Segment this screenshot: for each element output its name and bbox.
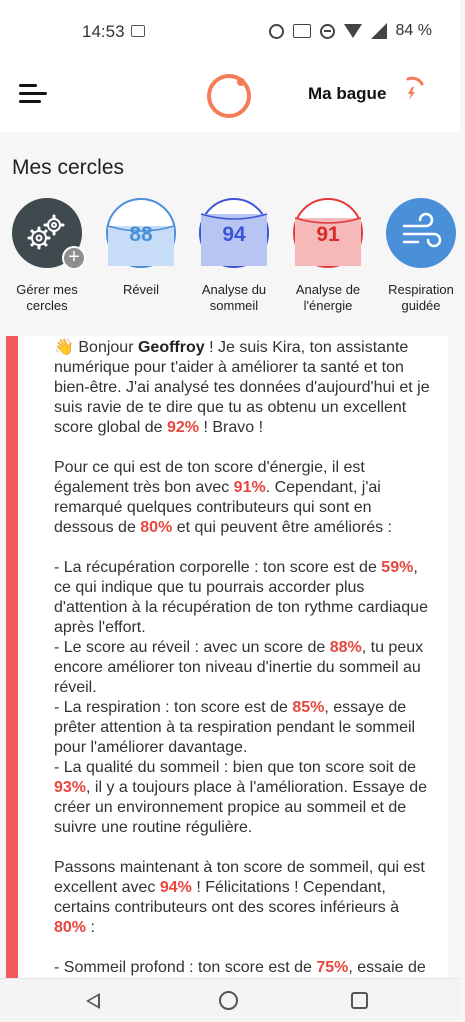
- highlight-value: 80%: [140, 519, 173, 536]
- battery-level: 84 %: [395, 22, 432, 39]
- circle-label: Gérer mes cercles: [16, 282, 78, 313]
- highlight-value: 92%: [166, 419, 199, 436]
- highlight-value: 94%: [159, 879, 192, 896]
- app-header: [0, 62, 460, 132]
- score-circle: [293, 198, 363, 268]
- highlight-value: 91%: [233, 479, 266, 496]
- score-value: 91: [316, 223, 340, 246]
- dnd-icon: [320, 24, 335, 39]
- circle-energie[interactable]: [284, 198, 372, 314]
- data-saver-icon: [293, 24, 311, 38]
- score-value: 88: [129, 223, 153, 246]
- highlight-value: 75%: [316, 959, 349, 976]
- status-time: 14:53: [82, 22, 125, 41]
- ring-label[interactable]: Ma bague: [308, 84, 387, 103]
- assistant-message-card: [6, 336, 448, 978]
- wave-emoji: 👋: [54, 339, 74, 356]
- ring-status-icon[interactable]: [400, 74, 430, 104]
- highlight-value: 88%: [329, 639, 362, 656]
- recents-icon[interactable]: [351, 992, 368, 1009]
- message-paragraph: Passons maintenant à ton score de sommeil, qui est excellent avec 94% ! Félicitations ! Cependant, certains contributeurs ont des scores inférieurs à 80% :: [54, 859, 425, 936]
- message-paragraph: - La récupération corporelle : ton score est de 59%, ce qui indique que tu pourrais accorder plus d'attention à la récupération de ton rythme cardiaque après l'effort. - Le score au réveil : avec un score de 88%, tu peux encore améliorer ton niveau d'inertie du sommeil au réveil. - La respiration : ton score est de 85%, essaye de prêter attention à ta respiration pendant le sommeil pour l'améliorer davantage. - La qualité du sommeil : bien que ton score soit de 93%, il y a toujours place à l'amélioration. Essaye de créer un environnement propice au sommeil et de suivre une routine régulière.: [54, 559, 428, 836]
- highlight-value: 93%: [54, 779, 87, 796]
- circles-row: [0, 198, 460, 328]
- gears-icon: [12, 198, 82, 268]
- message-paragraph: 👋 Bonjour Geoffroy ! Je suis Kira, ton assistante numérique pour t'aider à améliorer ta santé et ton bien-être. J'ai analysé tes données d'aujourd'hui et je suis ravie de te dire que tu as obtenu un excellent score global de 92% ! Bravo !: [54, 339, 430, 436]
- circle-label: Réveil: [122, 282, 160, 297]
- circle-label: Analyse du sommeil: [201, 282, 267, 313]
- home-icon[interactable]: [219, 991, 238, 1010]
- wind-icon: [386, 198, 456, 268]
- message-paragraph: Pour ce qui est de ton score d'énergie, il est également très bon avec 91%. Cependant, j'ai remarqué quelques contributeurs qui sont en dessous de 80% et qui peuvent être améliorés :: [54, 459, 392, 536]
- circle-label: Respiration guidée: [388, 282, 454, 313]
- circle-label: Analyse de l'énergie: [295, 282, 361, 313]
- status-icons: [269, 22, 432, 40]
- highlight-value: 80%: [54, 919, 87, 936]
- back-icon[interactable]: [86, 993, 100, 1009]
- highlight-value: 85%: [292, 699, 325, 716]
- alarm-icon: [269, 24, 284, 39]
- status-bar: [0, 0, 460, 62]
- score-circle: [199, 198, 269, 268]
- highlight-value: 59%: [381, 559, 414, 576]
- system-nav-bar: [0, 978, 460, 1022]
- accent-bar: [6, 336, 18, 978]
- assistant-message: [54, 338, 434, 1018]
- menu-icon[interactable]: [19, 82, 47, 106]
- section-title: Mes cercles: [12, 156, 125, 179]
- circle-reveil[interactable]: [97, 198, 185, 298]
- image-icon: [131, 25, 145, 37]
- score-circle: [106, 198, 176, 268]
- circle-sommeil[interactable]: [190, 198, 278, 314]
- circle-respiration[interactable]: [377, 198, 465, 314]
- plus-icon: +: [62, 246, 86, 270]
- score-value: 94: [222, 223, 246, 246]
- user-name: Geoffroy: [137, 339, 205, 356]
- logo-ring-icon: [207, 74, 251, 118]
- message-paragraph: - Sommeil profond : ton score est de 75%, essaie de: [54, 959, 426, 976]
- signal-icon: [371, 23, 387, 39]
- wifi-icon: [344, 24, 362, 38]
- circle-manage[interactable]: [3, 198, 91, 314]
